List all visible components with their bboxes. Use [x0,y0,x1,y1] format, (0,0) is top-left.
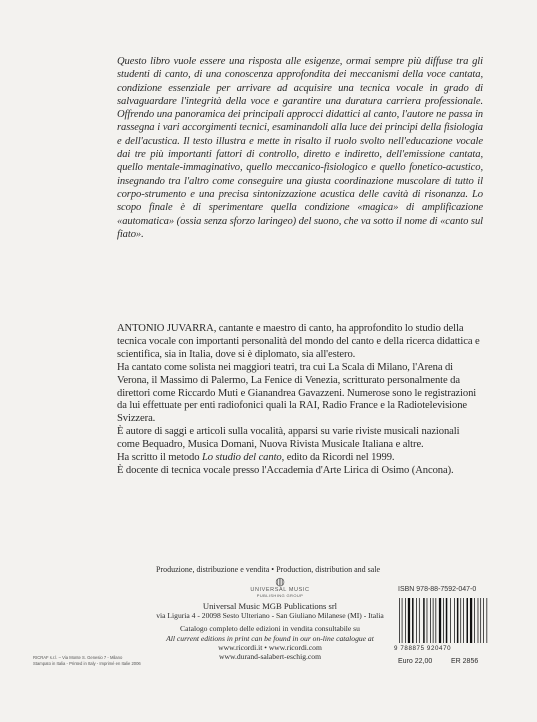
printed-in-line: Stampato in Italia - Printed in Italy - Imprimé en Italie 2006 [33,661,141,666]
barcode-number: 9 788875 920470 [394,645,452,652]
printer-line: RICRAF s.r.l. – Via Monte S. Genesio 7 - Milano [33,655,123,660]
barcode-bar [439,598,441,643]
barcode-bar [467,598,469,643]
bio-paragraph [117,452,483,465]
bio-paragraph: È docente di tecnica vocale presso l'Accademia d'Arte Lirica di Osimo (Ancona). [117,464,454,476]
barcode-bar [435,598,436,643]
publisher-address: via Liguria 4 - 20098 Sesto Ulteriano - San Giuliano Milanese (MI) - Italia [156,611,384,621]
barcode-bar [480,598,481,643]
barcode-bar [483,598,484,643]
publisher-name: Universal Music MGB Publications srl [202,601,338,611]
barcode-bar [419,598,420,643]
book-title: Lo studio del canto [202,452,282,464]
author-biography [117,323,483,478]
logo-line: UNIVERSAL MUSIC [250,587,310,593]
barcode-bar [405,598,406,643]
barcode [398,598,489,643]
globe-icon: ◍ [275,576,285,588]
barcode-bar [470,598,472,643]
production-line: Produzione, distribuzione e vendita • Production, distribution and sale [156,565,381,574]
barcode-bar [430,598,431,643]
website-link[interactable]: www.ricordi.com [268,642,322,652]
logo-line: PUBLISHING GROUP [256,593,304,598]
barcode-bar [402,598,403,643]
barcode-bar [416,598,417,643]
barcode-bar [433,598,434,643]
barcode-bar [427,598,428,643]
barcode-bar [446,598,448,643]
catalog-note-en: All current editions in print can be found in our on-line catalogue at [166,633,374,643]
publisher-info [155,602,385,661]
barcode-bar [423,598,425,643]
book-description: Questo libro vuole essere una risposta alle esigenze, ormai sempre più diffuse tra gli studenti di canto, di una conoscenza approfondita dei meccanismi della voce cantata, condizione essenziale per arrivare ad acquisire una tecnica vocale in grado di salvaguardare l'integrità della voce e garantire una duratura carriera professionale. Offrendo una panoramica dei principali approcci didattici al canto, l'autore ne passa in rassegna i vari accorgimenti tecnici, esaminandoli alla luce dei principi della fisiologia e dell'acustica. Il testo illustra e mette in risalto il ruolo svolto nell'educazione vocale dai tre più importanti fattori di controllo, diretto e indiretto, dell'emissione cantata, quello mentale-immaginativo, quello meccanico-fisiologico e quello fonetico-acustico, insegnando tra l'altro come conseguire una giusta coordinazione muscolare di tutto il corpo-strumento e una precisa sintonizzazione acustica delle cavità di risonanza. Lo scopo finale è di sperimentare quella condizione «magica» di amplificazione «automatica» (ossia senza sforzo laringeo) del suono, che va sotto il nome di «canto sul fiato». [117,56,483,240]
barcode-bar [399,598,400,643]
barcode-bar [474,598,475,643]
bio-text: , edito da Ricordi nel 1999. [281,452,395,464]
website-line: www.ricordi.it • www.ricordi.com [218,642,322,652]
barcode-bar [454,598,455,643]
bio-paragraph: Ha cantato come solista nei maggiori teatri, tra cui La Scala di Milano, l'Arena di Verona, il Massimo di Palermo, La Fenice di Venezia, scritturato personalmente da direttori come Riccardo Muti e Gianandrea Gavazzeni. Numerose sono le registrazioni da lui effettuate per enti radiofonici quali la RAI, Radio France e la Radiotelevisione Svizzera. [117,361,477,425]
barcode-bar [463,598,464,643]
barcode-bar [408,598,410,643]
isbn: ISBN 978-88-7592-047-0 [398,586,477,593]
barcode-bar [412,598,414,643]
publisher-logo [250,577,310,598]
bio-paragraph: È autore di saggi e articoli sulla vocalità, apparsi su varie riviste musicali nazionali come Bequadro, Musica Domani, Nuova Rivista Musicale Italiana e altre. [117,426,460,451]
barcode-bar [450,598,451,643]
barcode-bar [460,598,461,643]
barcode-bar [443,598,444,643]
catalog-note-it: Catalogo completo delle edizioni in vendita consultabile su [180,624,360,634]
bio-text: Ha scritto il metodo [117,452,202,464]
barcode-bar [486,598,487,643]
barcode-bar [457,598,459,643]
website-link[interactable]: www.durand-salabert-eschig.com [219,652,321,662]
price: Euro 22,00 [398,658,433,665]
website-link[interactable]: www.ricordi.it [218,642,263,652]
bio-paragraph: ANTONIO JUVARRA, cantante e maestro di canto, ha approfondito lo studio della tecnica vocale con importanti personalità del mondo del canto e della ricerca didattica e scientifica, sia in Italia, dove si è diplomato, sia all'estero. [117,323,480,360]
catalog-code: ER 2856 [451,658,479,665]
barcode-bar [478,598,479,643]
